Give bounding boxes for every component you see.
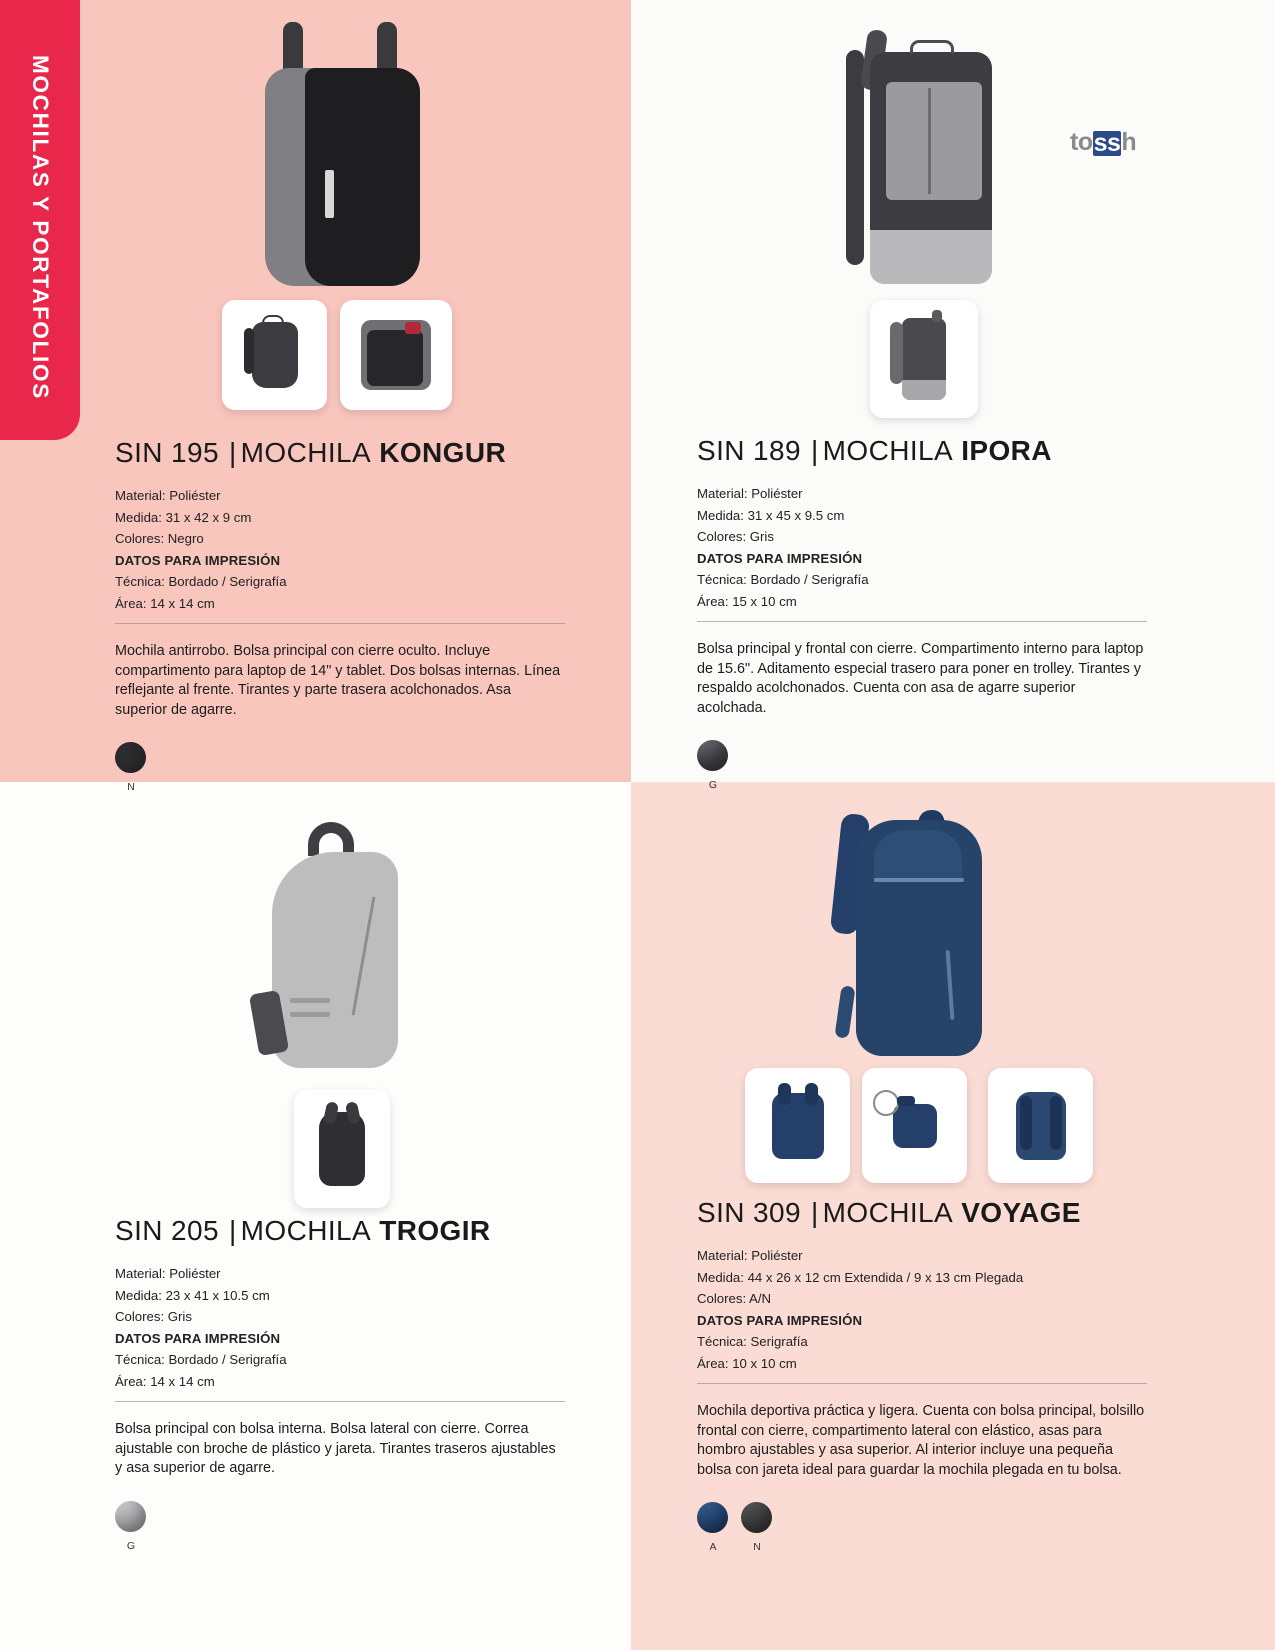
product-specs [115,1263,565,1392]
spec-print-header: DATOS PARA IMPRESIÓN [115,552,281,568]
spec-area [115,593,565,615]
spec-area-value: 14 x 14 cm [150,595,215,611]
title-separator: | [810,1197,819,1228]
spec-material-value: Poliéster [169,1266,221,1281]
product-thumb-trogir-1 [294,1090,390,1208]
product-image-ipora [828,22,993,287]
spec-print-header: DATOS PARA IMPRESIÓN [115,1330,281,1346]
spec-colores-label: Colores: [115,1309,165,1324]
spec-medida-label: Medida: [697,1269,744,1285]
product-thumb-voyage-1 [745,1068,850,1183]
spec-tecnica [697,1331,1147,1353]
spec-medida-value: 23 x 41 x 10.5 cm [165,1287,270,1303]
spec-area-value: 14 x 14 cm [150,1373,215,1389]
product-specs [697,1245,1147,1374]
product-title-voyage [697,1197,1147,1229]
spec-medida-label: Medida: [697,507,744,523]
spec-colores-label: Colores: [697,1291,747,1306]
product-thumb-voyage-3 [988,1068,1093,1183]
product-title-trogir [115,1215,565,1247]
swatch-item [115,742,147,793]
divider [115,1401,565,1402]
spec-colores [115,528,565,550]
spec-tecnica-value: Bordado / Serigrafía [168,1352,287,1367]
product-name: TROGIR [379,1215,491,1246]
spec-area-label: Área: [115,1373,147,1389]
spec-colores-value: Negro [167,531,204,546]
spec-medida [115,1285,565,1307]
logo-text-part3: h [1121,128,1137,156]
swatch-item [697,1502,729,1553]
spec-medida-label: Medida: [115,1287,162,1303]
product-description: Mochila deportiva práctica y ligera. Cuenta con bolsa principal, bolsillo frontal con cierre, compartimento lateral con elástico, asas para hombro ajustables y asa superior. Al interior incluye una pequeña bolsa con jareta ideal para guardar la mochila plegada en tu bolsa. [697,1403,1145,1478]
tossh-logo [1070,128,1136,157]
spec-print-header: DATOS PARA IMPRESIÓN [697,550,863,566]
spec-material-label: Material: [115,488,166,503]
spec-colores-label: Colores: [115,531,165,546]
swatch-label: G [126,1539,136,1552]
spec-colores [697,526,1147,548]
product-specs [697,483,1147,612]
spec-medida-value: 31 x 42 x 9 cm [165,509,252,525]
swatch-label: N [753,1541,761,1553]
spec-tecnica [115,1349,565,1371]
swatch-item [741,1502,773,1553]
spec-area-label: Área: [697,593,729,609]
swatch-label: A [709,1541,717,1553]
product-image-trogir [250,822,420,1082]
spec-material-label: Material: [697,1248,748,1263]
spec-material-value: Poliéster [169,488,221,503]
color-swatches [697,1502,1147,1553]
spec-colores-value: A/N [749,1291,772,1306]
spec-material-value: Poliéster [751,486,803,501]
spec-material [115,485,565,507]
spec-area-value: 10 x 10 cm [732,1355,797,1371]
product-code: SIN 205 [115,1215,219,1246]
spec-material-label: Material: [115,1266,166,1281]
spec-medida-label: Medida: [115,509,162,525]
spec-colores-value: Gris [167,1309,192,1324]
color-swatches [115,742,565,793]
spec-tecnica-value: Bordado / Serigrafía [168,574,287,589]
product-image-kongur [255,22,430,287]
product-block-kongur [115,437,565,793]
product-block-voyage [697,1197,1147,1553]
spec-material [697,1245,1147,1267]
spec-medida-value: 44 x 26 x 12 cm Extendida / 9 x 13 cm Plegada [747,1269,1024,1285]
product-name-prefix: MOCHILA [240,437,372,468]
spec-colores [115,1306,565,1328]
spec-colores-label: Colores: [697,529,747,544]
spec-tecnica-label: Técnica: [115,1352,165,1367]
spec-colores-value: Gris [749,529,774,544]
swatch-item [697,740,729,791]
spec-tecnica-label: Técnica: [115,574,165,589]
product-description: Bolsa principal con bolsa interna. Bolsa lateral con cierre. Correa ajustable con broche de plástico y jareta. Tirantes traseros ajustables y asa superior de agarre. [115,1421,556,1476]
swatch-label: N [127,781,135,793]
logo-text-part2: ss [1093,129,1121,157]
category-tab [0,0,80,440]
color-swatches [697,740,1147,791]
spec-tecnica [697,569,1147,591]
swatch-label: G [708,779,718,791]
swatch-dot [115,742,146,773]
title-separator: | [228,1215,237,1246]
product-thumb-kongur-2 [340,300,452,410]
spec-area [697,1353,1147,1375]
spec-tecnica-value: Serigrafía [750,1334,808,1349]
spec-area-value: 15 x 10 cm [732,593,797,609]
divider [697,1383,1147,1384]
spec-material-value: Poliéster [751,1248,803,1263]
product-name-prefix: MOCHILA [822,435,954,466]
product-code: SIN 309 [697,1197,801,1228]
spec-area [697,591,1147,613]
spec-medida [697,1267,1147,1289]
spec-material-label: Material: [697,486,748,501]
product-description: Bolsa principal y frontal con cierre. Compartimento interno para laptop de 15.6". Aditamento especial trasero para poner en trolley. Tirantes y respaldo acolchonados. Cuenta con asa de agarre superior acolchada. [697,641,1144,716]
product-name-prefix: MOCHILA [822,1197,954,1228]
divider [115,623,565,624]
spec-tecnica-label: Técnica: [697,1334,747,1349]
product-specs [115,485,565,614]
product-code: SIN 195 [115,437,219,468]
swatch-dot [741,1502,772,1533]
spec-tecnica-label: Técnica: [697,572,747,587]
color-swatches [115,1501,565,1552]
product-description: Mochila antirrobo. Bolsa principal con cierre oculto. Incluye compartimento para laptop de 14" y tablet. Dos bolsas internas. Línea reflejante al frente. Tirantes y parte trasera acolchonados. Asa superior de agarre. [115,643,561,718]
product-image-voyage [820,800,1005,1058]
product-code: SIN 189 [697,435,801,466]
product-thumb-voyage-2 [862,1068,967,1183]
divider [697,621,1147,622]
spec-material [115,1263,565,1285]
spec-material [697,483,1147,505]
product-thumb-ipora-1 [870,300,978,418]
spec-tecnica [115,571,565,593]
logo-text-part1: to [1070,128,1093,156]
spec-print-header: DATOS PARA IMPRESIÓN [697,1312,863,1328]
product-block-ipora [697,435,1147,791]
swatch-dot [697,740,728,771]
category-tab-label: MOCHILAS Y PORTAFOLIOS [28,55,53,400]
title-separator: | [228,437,237,468]
spec-medida-value: 31 x 45 x 9.5 cm [747,507,845,523]
spec-medida [697,505,1147,527]
swatch-item [115,1501,147,1552]
spec-medida [115,507,565,529]
spec-colores [697,1288,1147,1310]
product-title-ipora [697,435,1147,467]
title-separator: | [810,435,819,466]
spec-area [115,1371,565,1393]
product-thumb-kongur-1 [222,300,327,410]
spec-tecnica-value: Bordado / Serigrafía [750,572,869,587]
product-block-trogir [115,1215,565,1552]
spec-area-label: Área: [697,1355,729,1371]
swatch-dot [115,1501,146,1532]
swatch-dot [697,1502,728,1533]
product-name: KONGUR [379,437,507,468]
product-name: VOYAGE [961,1197,1081,1228]
spec-area-label: Área: [115,595,147,611]
product-name: IPORA [961,435,1052,466]
product-name-prefix: MOCHILA [240,1215,372,1246]
product-title-kongur [115,437,565,469]
